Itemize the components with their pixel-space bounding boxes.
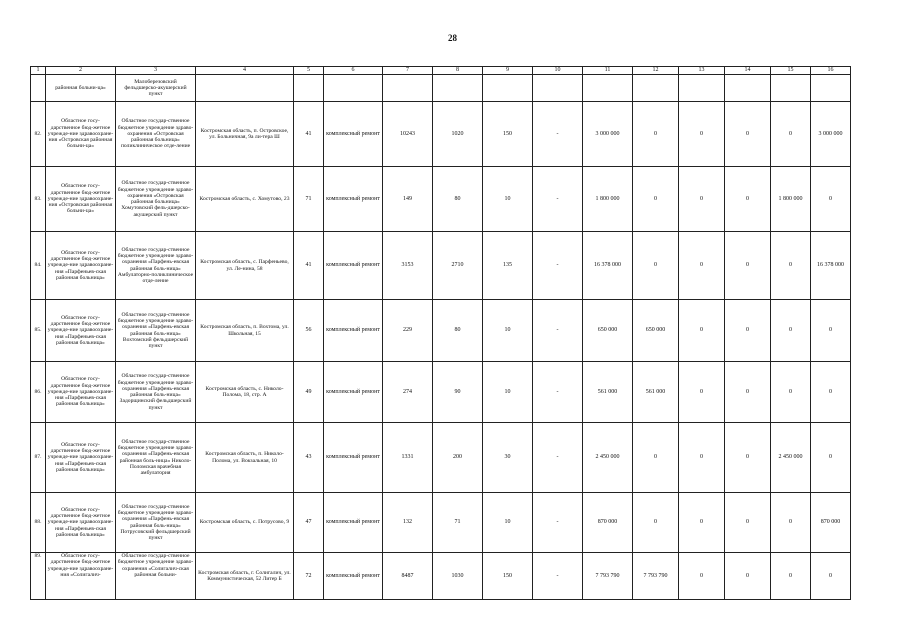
area-cell: 1331: [383, 423, 433, 493]
repair-area-cell: 1030: [433, 553, 483, 600]
empty-cell: -: [533, 362, 583, 423]
table-row: [31, 553, 851, 600]
row-number-cell: 82.: [31, 102, 46, 167]
code-cell: 41: [294, 102, 324, 167]
cost-2023-cell: 1 800 000: [771, 167, 811, 232]
address-cell: Костромская область, п. Вохтома, ул. Школьная, 15: [196, 300, 294, 362]
area-cell: 274: [383, 362, 433, 423]
work-type-cell: комплексный ремонт: [324, 493, 383, 553]
facility-cell: Областное государ-ственное бюджетное учреждение здраво-охранения «Парфень-евская районная боль-ница» Потрусовский фельдшерский пункт: [116, 493, 196, 553]
empty-cell: -: [533, 423, 583, 493]
institution-cell: Областное госу-дарственное бюд-жетное учрежде-ние здравоохране-ния «Парфеньев-ская районная больница»: [46, 493, 116, 553]
column-header: 16: [811, 67, 851, 75]
total-cost-cell: 870 000: [583, 493, 633, 553]
address-cell: Костромская область, с. Хомутово, 23: [196, 167, 294, 232]
row-number-cell: 87.: [31, 423, 46, 493]
institution-cell: Областное госу-дарственное бюд-жетное учрежде-ние здравоохране-ния «Парфеньев-ская районная больница»: [46, 423, 116, 493]
table-row: [31, 493, 851, 553]
repair-area-cell: 80: [433, 300, 483, 362]
table-row: [31, 232, 851, 300]
total-cost-cell: 7 793 790: [583, 553, 633, 600]
total-cost-cell: 16 378 000: [583, 232, 633, 300]
institution-cell: Областное госу-дарственное бюд-жетное учрежде-ние здравоохране-ния «Островская районная больни-ца»: [46, 167, 116, 232]
empty-cell: -: [533, 300, 583, 362]
cost-2020-cell: 7 793 790: [633, 553, 679, 600]
table-row: [31, 300, 851, 362]
cost-2022-cell: 0: [725, 232, 771, 300]
table-row: [31, 362, 851, 423]
address-cell: Костромская область, с. Потрусово, 9: [196, 493, 294, 553]
institution-cell: Областное госу-дарственное бюд-жетное учрежде-ние здравоохране-ния «Парфеньев-ская районная больница»: [46, 362, 116, 423]
work-type-cell: комплексный ремонт: [324, 423, 383, 493]
repair-area-cell: 1020: [433, 102, 483, 167]
column-header: 7: [383, 67, 433, 75]
cost-2020-cell: 0: [633, 167, 679, 232]
cost-2021-cell: 0: [679, 232, 725, 300]
total-cost-cell: 1 800 000: [583, 167, 633, 232]
page-number: 28: [448, 33, 457, 43]
cost-2024-cell: 0: [811, 167, 851, 232]
repair-area-cell: 80: [433, 167, 483, 232]
column-header: 15: [771, 67, 811, 75]
column-header: 3: [116, 67, 196, 75]
total-cost-cell: 2 450 000: [583, 423, 633, 493]
facility-cell: Областное государ-ственное бюджетное учреждение здраво-охранения «Островская районная больница» Хомутовский фель-дшерско-акушерский пункт: [116, 167, 196, 232]
column-header: 6: [324, 67, 383, 75]
column-header: 8: [433, 67, 483, 75]
area-cell: 229: [383, 300, 433, 362]
code-cell: 71: [294, 167, 324, 232]
total-cost-cell: 650 000: [583, 300, 633, 362]
cost-2021-cell: 0: [679, 300, 725, 362]
facility-cell: Областное государ-ственное бюджетное учреждение здраво-охранения «Парфень-евская районная боль-ница» Вохтомский фельдшерский пункт: [116, 300, 196, 362]
cost-2021-cell: 0: [679, 362, 725, 423]
visits-cell: 10: [483, 300, 533, 362]
cost-2023-cell: 0: [771, 362, 811, 423]
column-header: 12: [633, 67, 679, 75]
cost-2020-cell: 0: [633, 102, 679, 167]
table-row: [31, 423, 851, 493]
cost-2022-cell: 0: [725, 553, 771, 600]
institution-cell: Областное госу-дарственное бюд-жетное учрежде-ние здравоохране-ния «Парфеньев-ская районная больница»: [46, 232, 116, 300]
address-cell: Костромская область, п. Николо-Полома, ул. Вокзальная, 10: [196, 423, 294, 493]
header-row: [31, 67, 851, 75]
cost-2020-cell: 561 000: [633, 362, 679, 423]
column-header: 14: [725, 67, 771, 75]
cost-2023-cell: 2 450 000: [771, 423, 811, 493]
work-type-cell: комплексный ремонт: [324, 300, 383, 362]
cost-2020-cell: 0: [633, 493, 679, 553]
cost-2024-cell: 870 000: [811, 493, 851, 553]
row-number-cell: 86.: [31, 362, 46, 423]
empty-cell: -: [533, 493, 583, 553]
facility-cell: Областное государ-ственное бюджетное учреждение здраво-охранения «Солигалич-ская районная больни-: [116, 553, 196, 600]
code-cell: 49: [294, 362, 324, 423]
address-cell: Костромская область, с. Николо-Полома, 18, стр. А: [196, 362, 294, 423]
table-row: [31, 167, 851, 232]
empty-cell: -: [533, 102, 583, 167]
area-cell: 8487: [383, 553, 433, 600]
column-header: 10: [533, 67, 583, 75]
row-number-cell: 89.: [31, 553, 46, 600]
area-cell: 149: [383, 167, 433, 232]
visits-cell: 30: [483, 423, 533, 493]
cost-2022-cell: 0: [725, 167, 771, 232]
area-cell: 10243: [383, 102, 433, 167]
table-row: [31, 102, 851, 167]
total-cost-cell: 3 000 000: [583, 102, 633, 167]
institution-cell: Областное госу-дарственное бюд-жетное учрежде-ние здравоохране-ния «Островская районная больни-ца»: [46, 102, 116, 167]
column-header: 2: [46, 67, 116, 75]
repair-area-cell: 2710: [433, 232, 483, 300]
empty-cell: -: [533, 232, 583, 300]
cost-2023-cell: 0: [771, 232, 811, 300]
column-header: 1: [31, 67, 46, 75]
area-cell: 3153: [383, 232, 433, 300]
work-type-cell: комплексный ремонт: [324, 102, 383, 167]
institution-cell: районная больни-ца»: [46, 75, 116, 102]
cost-2021-cell: 0: [679, 167, 725, 232]
row-number-cell: 83.: [31, 167, 46, 232]
cost-2023-cell: 0: [771, 553, 811, 600]
repair-area-cell: 90: [433, 362, 483, 423]
facility-cell: Областное государ-ственное бюджетное учреждение здраво-охранения «Парфень-евская районная боль-ница» Задорщинский фельдшерский пункт: [116, 362, 196, 423]
total-cost-cell: 561 000: [583, 362, 633, 423]
code-cell: 72: [294, 553, 324, 600]
row-number-cell: 88.: [31, 493, 46, 553]
visits-cell: 150: [483, 553, 533, 600]
column-header: 4: [196, 67, 294, 75]
code-cell: 56: [294, 300, 324, 362]
visits-cell: 135: [483, 232, 533, 300]
cost-2024-cell: 0: [811, 362, 851, 423]
cost-2024-cell: 0: [811, 423, 851, 493]
work-type-cell: комплексный ремонт: [324, 362, 383, 423]
cost-2020-cell: 0: [633, 232, 679, 300]
facility-cell: Областное государ-ственное бюджетное учреждение здраво-охранения «Парфень-евская районная боль-ница» Николо-Поломская врачебная амбулатория: [116, 423, 196, 493]
cost-2022-cell: 0: [725, 362, 771, 423]
cost-2023-cell: 0: [771, 493, 811, 553]
repair-area-cell: 71: [433, 493, 483, 553]
cost-2020-cell: 650 000: [633, 300, 679, 362]
cost-2022-cell: 0: [725, 493, 771, 553]
institution-cell: Областное госу-дарственное бюд-жетное учрежде-ние здравоохране-ния «Солигалич-: [46, 553, 116, 600]
area-cell: 132: [383, 493, 433, 553]
cost-2023-cell: 0: [771, 300, 811, 362]
cost-2024-cell: 0: [811, 300, 851, 362]
column-header: 11: [583, 67, 633, 75]
column-header: 13: [679, 67, 725, 75]
code-cell: 47: [294, 493, 324, 553]
cost-2020-cell: 0: [633, 423, 679, 493]
cost-2022-cell: 0: [725, 102, 771, 167]
cost-2021-cell: 0: [679, 553, 725, 600]
work-type-cell: комплексный ремонт: [324, 167, 383, 232]
cost-2024-cell: 3 000 000: [811, 102, 851, 167]
code-cell: 41: [294, 232, 324, 300]
address-cell: Костромская область, п. Островское, ул. Больничная, 9а ли-тера Ш: [196, 102, 294, 167]
table-row-continuation: [31, 75, 851, 102]
cost-2024-cell: 16 378 000: [811, 232, 851, 300]
work-type-cell: комплексный ремонт: [324, 232, 383, 300]
cost-2021-cell: 0: [679, 493, 725, 553]
cost-2022-cell: 0: [725, 300, 771, 362]
empty-cell: -: [533, 167, 583, 232]
work-type-cell: комплексный ремонт: [324, 553, 383, 600]
row-number-cell: 84.: [31, 232, 46, 300]
cost-2021-cell: 0: [679, 423, 725, 493]
cost-2022-cell: 0: [725, 423, 771, 493]
institution-cell: Областное госу-дарственное бюд-жетное учрежде-ние здравоохране-ния «Парфеньев-ская районная больница»: [46, 300, 116, 362]
visits-cell: 10: [483, 167, 533, 232]
facility-cell: Областное государ-ственное бюджетное учреждение здраво-охранения «Парфень-евская районная боль-ница» Амбулаторно-поликлиническое отде-ление: [116, 232, 196, 300]
visits-cell: 10: [483, 493, 533, 553]
column-header: 9: [483, 67, 533, 75]
address-cell: Костромская область, г. Солигалич, ул. Коммунистическая, 52 Литер Б: [196, 553, 294, 600]
cost-2023-cell: 0: [771, 102, 811, 167]
visits-cell: 150: [483, 102, 533, 167]
facility-cell: Областное государ-ственное бюджетное учреждение здраво-охранения «Островская районная больница» поликлиническое отде-ление: [116, 102, 196, 167]
cost-2024-cell: 0: [811, 553, 851, 600]
facility-cell: Малоберезовский фельдшерско-акушерский пункт: [116, 75, 196, 102]
cost-2021-cell: 0: [679, 102, 725, 167]
row-number-cell: 85.: [31, 300, 46, 362]
code-cell: 43: [294, 423, 324, 493]
empty-cell: -: [533, 553, 583, 600]
data-table: [30, 66, 851, 600]
visits-cell: 10: [483, 362, 533, 423]
repair-area-cell: 200: [433, 423, 483, 493]
column-header: 5: [294, 67, 324, 75]
address-cell: Костромская область, с. Парфеньево, ул. Ле-нина, 58: [196, 232, 294, 300]
